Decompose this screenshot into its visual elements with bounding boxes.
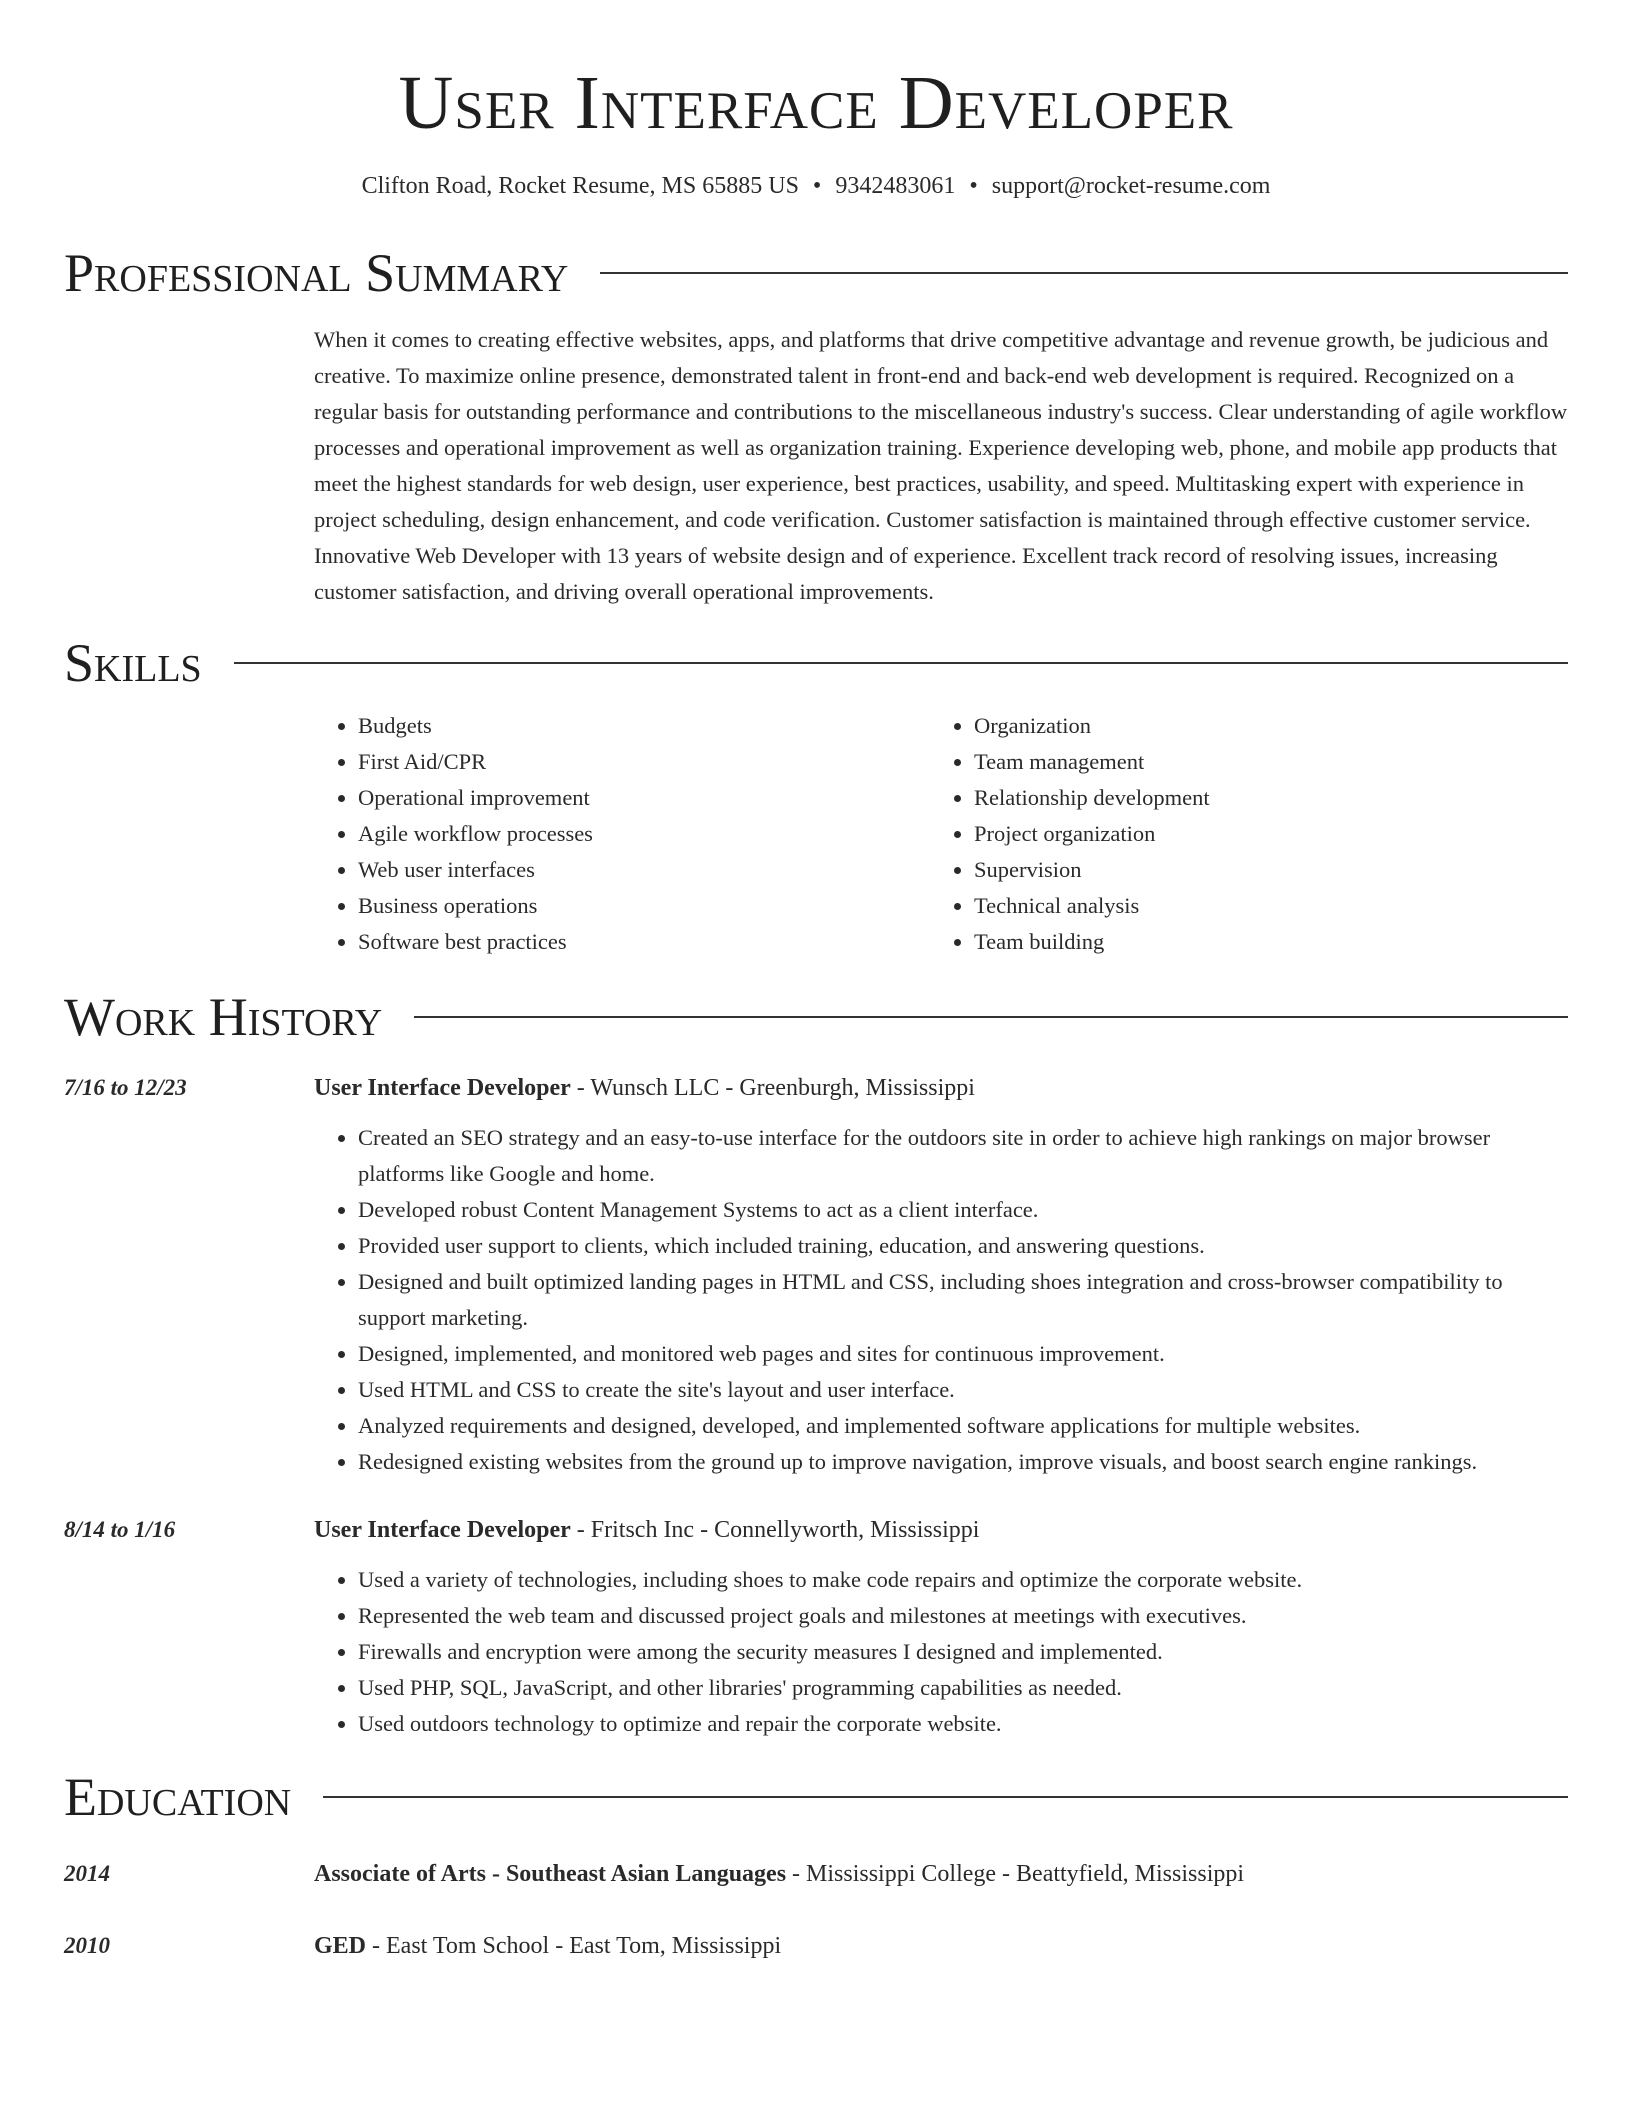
education-body <box>314 1856 1568 1892</box>
job-bullet: • Firewalls and encryption were among the security measures I designed and implemented. <box>358 1634 1568 1670</box>
section-rule <box>414 1016 1568 1018</box>
job-employer: - Wunsch LLC - Greenburgh, Mississippi <box>570 1075 975 1101</box>
job-entry <box>64 1070 1568 1480</box>
skill-item: • Agile workflow processes <box>358 816 930 852</box>
job-bullet: • Developed robust Content Management Systems to act as a client interface. <box>358 1192 1568 1228</box>
section-rule <box>323 1796 1568 1798</box>
education-body <box>314 1928 1568 1964</box>
contact-address: Clifton Road, Rocket Resume, MS 65885 US <box>361 173 799 199</box>
education-school: - East Tom School - East Tom, Mississippi <box>366 1933 782 1959</box>
job-title-line <box>314 1512 1568 1548</box>
education-line <box>314 1928 1568 1964</box>
job-employer: - Fritsch Inc - Connellyworth, Mississippi <box>570 1517 980 1543</box>
job-bullet: • Used PHP, SQL, JavaScript, and other libraries' programming capabilities as needed. <box>358 1670 1568 1706</box>
job-title: User Interface Developer <box>314 1075 571 1101</box>
job-body <box>314 1512 1568 1742</box>
education-year: 2014 <box>64 1861 110 1886</box>
skill-item: • Software best practices <box>358 924 930 960</box>
skills-column-right <box>930 708 1546 960</box>
summary-text: When it comes to creating effective websites, apps, and platforms that drive competitive advantage and revenue growth, be judicious and creative. To maximize online presence, demonstrated talent in front-end and back-end web development is required. Recognized on a regular basis for outstanding performance and contributions to the miscellaneous industry's success. Clear understanding of agile workflow processes and operational improvement as well as organization training. Experience developing web, phone, and mobile app products that meet the highest standards for web design, user experience, best practices, usability, and speed. Multitasking expert with experience in project scheduling, design enhancement, and code verification. Customer satisfaction is maintained through effective customer service. Innovative Web Developer with 13 years of website design and of experience. Excellent track record of resolving issues, increasing customer satisfaction, and driving overall operational improvements. <box>314 327 1568 604</box>
skill-item: • Supervision <box>974 852 1546 888</box>
job-dates: 7/16 to 12/23 <box>64 1075 187 1100</box>
education-entry <box>64 1856 1568 1892</box>
job-bullets <box>314 1120 1568 1480</box>
contact-phone: 9342483061 <box>835 173 956 199</box>
job-bullet: • Designed, implemented, and monitored web pages and sites for continuous improvement. <box>358 1336 1568 1372</box>
job-title: User Interface Developer <box>314 1517 571 1543</box>
education-line <box>314 1856 1568 1892</box>
skills-heading: Skills <box>64 633 202 693</box>
skill-item: • Budgets <box>358 708 930 744</box>
skill-item: • Relationship development <box>974 780 1546 816</box>
resume-name: User Interface Developer <box>398 61 1234 145</box>
education-entry <box>64 1928 1568 1964</box>
contact-email: support@rocket-resume.com <box>991 173 1271 199</box>
job-dates: 8/14 to 1/16 <box>64 1517 176 1542</box>
skills-section-header <box>64 632 1568 694</box>
work-section-header <box>64 986 1568 1048</box>
skill-item: • Team management <box>974 744 1546 780</box>
education-school: - Mississippi College - Beattyfield, Mississippi <box>786 1861 1245 1887</box>
skill-item: • Business operations <box>358 888 930 924</box>
job-bullet: • Used outdoors technology to optimize and repair the corporate website. <box>358 1706 1568 1742</box>
education-degree: Associate of Arts - Southeast Asian Languages <box>314 1861 787 1887</box>
skill-item: • Organization <box>974 708 1546 744</box>
job-entry <box>64 1512 1568 1742</box>
contact-separator: • <box>812 173 822 199</box>
education-section-header <box>64 1766 1568 1828</box>
skills-column-left <box>314 708 930 960</box>
skill-item: • First Aid/CPR <box>358 744 930 780</box>
summary-section-header <box>64 242 1568 304</box>
education-year: 2010 <box>64 1933 110 1958</box>
contact-line <box>64 170 1568 202</box>
skill-item: • Project organization <box>974 816 1546 852</box>
education-heading: Education <box>64 1767 292 1827</box>
job-bullet: • Designed and built optimized landing pages in HTML and CSS, including shoes integration and cross-browser compatibility to support marketing. <box>358 1264 1568 1336</box>
job-bullet: • Analyzed requirements and designed, developed, and implemented software applications for multiple websites. <box>358 1408 1568 1444</box>
summary-heading: Professional Summary <box>64 243 569 303</box>
work-heading: Work History <box>64 987 383 1047</box>
job-bullet: • Represented the web team and discussed project goals and milestones at meetings with executives. <box>358 1598 1568 1634</box>
job-bullet: • Used a variety of technologies, including shoes to make code repairs and optimize the corporate website. <box>358 1562 1568 1598</box>
job-body <box>314 1070 1568 1480</box>
education-degree: GED <box>314 1933 367 1959</box>
skill-item: • Team building <box>974 924 1546 960</box>
contact-separator: • <box>969 173 978 199</box>
job-bullet: • Created an SEO strategy and an easy-to-use interface for the outdoors site in order to achieve high rankings on major browser platforms like Google and home. <box>358 1120 1568 1192</box>
section-rule <box>600 272 1568 274</box>
education-list <box>64 1856 1568 1964</box>
skill-item: • Operational improvement <box>358 780 930 816</box>
job-bullet: • Redesigned existing websites from the ground up to improve navigation, improve visuals, and boost search engine rankings. <box>358 1444 1568 1480</box>
skill-item: • Technical analysis <box>974 888 1546 924</box>
job-bullet: • Provided user support to clients, which included training, education, and answering questions. <box>358 1228 1568 1264</box>
skills-list <box>314 708 1568 960</box>
skill-item: • Web user interfaces <box>358 852 930 888</box>
work-history <box>64 1070 1568 1742</box>
job-bullets <box>314 1562 1568 1742</box>
job-title-line <box>314 1070 1568 1106</box>
job-bullet: • Used HTML and CSS to create the site's layout and user interface. <box>358 1372 1568 1408</box>
section-rule <box>234 662 1568 664</box>
